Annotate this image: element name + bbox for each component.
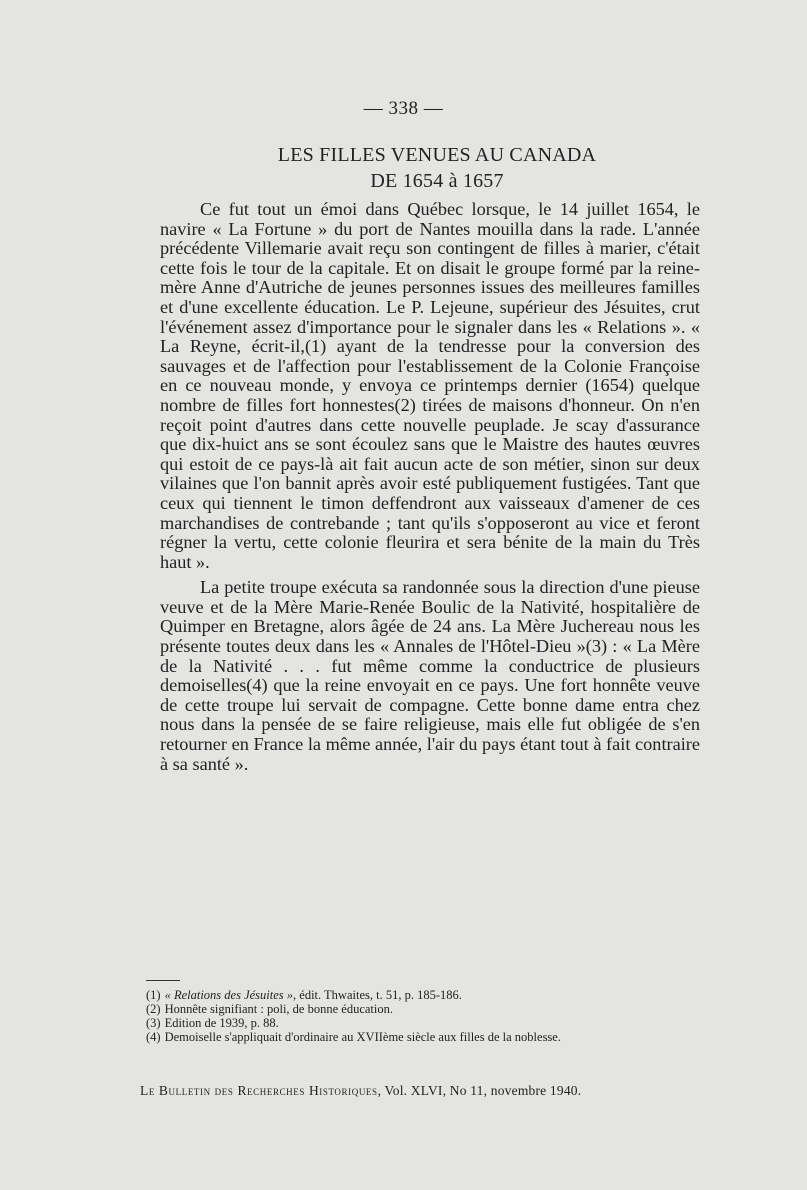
footnote-title: « Relations des Jésuites »	[164, 988, 294, 1002]
article-body	[160, 200, 700, 774]
footnote-text: Edition de 1939, p. 88.	[164, 1016, 279, 1030]
footnote-number: (1)	[146, 988, 161, 1002]
footnote-text: , édit. Thwaites, t. 51, p. 185-186.	[293, 988, 462, 1002]
page-number: — 338 —	[363, 98, 444, 119]
footnote-text: Honnête signifiant : poli, de bonne éducation.	[164, 1002, 393, 1016]
footnote	[146, 1002, 706, 1016]
footnote-divider	[146, 980, 180, 981]
article-title	[140, 142, 734, 194]
paragraph: Ce fut tout un émoi dans Québec lorsque, le 14 juillet 1654, le navire « La Fortune » du port de Nantes mouilla dans la rade. L'année précédente Villemarie avait reçu son contingent de filles à marier, c'était cette fois le tour de la capitale. Et on disait le groupe formé par la reine-mère Anne d'Autriche de jeunes personnes issues des meilleures familles et d'une excellente éducation. Le P. Lejeune, supérieur des Jésuites, crut l'événement assez d'importance pour le signaler dans les « Relations ». « La Reyne, écrit-il,(1) ayant de la tendresse pour la conversion des sauvages et de l'affection pour l'establissement de la Colonie Françoise en ce nouveau monde, y envoya ce printemps dernier (1654) quelque nombre de filles fort honnestes(2) tirées de maisons d'honneur. On n'en reçoit point d'autres dans cette nouvelle peuplade. Je scay d'assurance que dix-huict ans se sont écoulez sans que le Maistre des hautes œuvres qui estoit de ce pays-là ait fait aucun acte de son métier, sinon sur deux vilaines que l'on bannit après avoir esté publiquement fustigées. Tant que ceux qui tiennent le timon deffendront aux vaisseaux d'amener de ces marchandises de contrebande ; tant qu'ils s'opposeront au vice et feront régner la vertu, cette colonie fleurira et sera bénite de la main du Très haut ».	[160, 199, 700, 572]
footnote-number: (2)	[146, 1002, 161, 1016]
footnote-number: (4)	[146, 1030, 161, 1044]
footnote	[146, 1030, 706, 1044]
footnote	[146, 988, 706, 1002]
footnote	[146, 1016, 706, 1030]
title-line-2: DE 1654 à 1657	[370, 170, 504, 192]
publication-details: , Vol. XLVI, No 11, novembre 1940.	[377, 1083, 582, 1098]
paragraph: La petite troupe exécuta sa randonnée sous la direction d'une pieuse veuve et de la Mère Marie-Renée Boulic de la Nativité, hospitalière de Quimper en Bretagne, alors âgée de 24 ans. La Mère Juchereau nous les présente toutes deux dans les « Annales de l'Hôtel-Dieu »(3) : « La Mère de la Nativité . . . fut même comme la conductrice de plusieurs demoiselles(4) que la reine envoyait en ce pays. Une fort honnête veuve de cette troupe lui servait de compagne. Cette bonne dame entra chez nous dans la pensée de se faire religieuse, mais elle fut obligée de s'en retourner en France la même année, l'air du pays étant tout à fait contraire à sa santé ».	[160, 577, 700, 774]
title-line-1: LES FILLES VENUES AU CANADA	[277, 144, 597, 166]
footnotes	[146, 988, 706, 1044]
publication-footer	[140, 1083, 740, 1099]
footnote-number: (3)	[146, 1016, 161, 1030]
journal-name: Le Bulletin des Recherches Historiques	[140, 1083, 378, 1098]
footnote-text: Demoiselle s'appliquait d'ordinaire au XVIIème siècle aux filles de la noblesse.	[164, 1030, 561, 1044]
